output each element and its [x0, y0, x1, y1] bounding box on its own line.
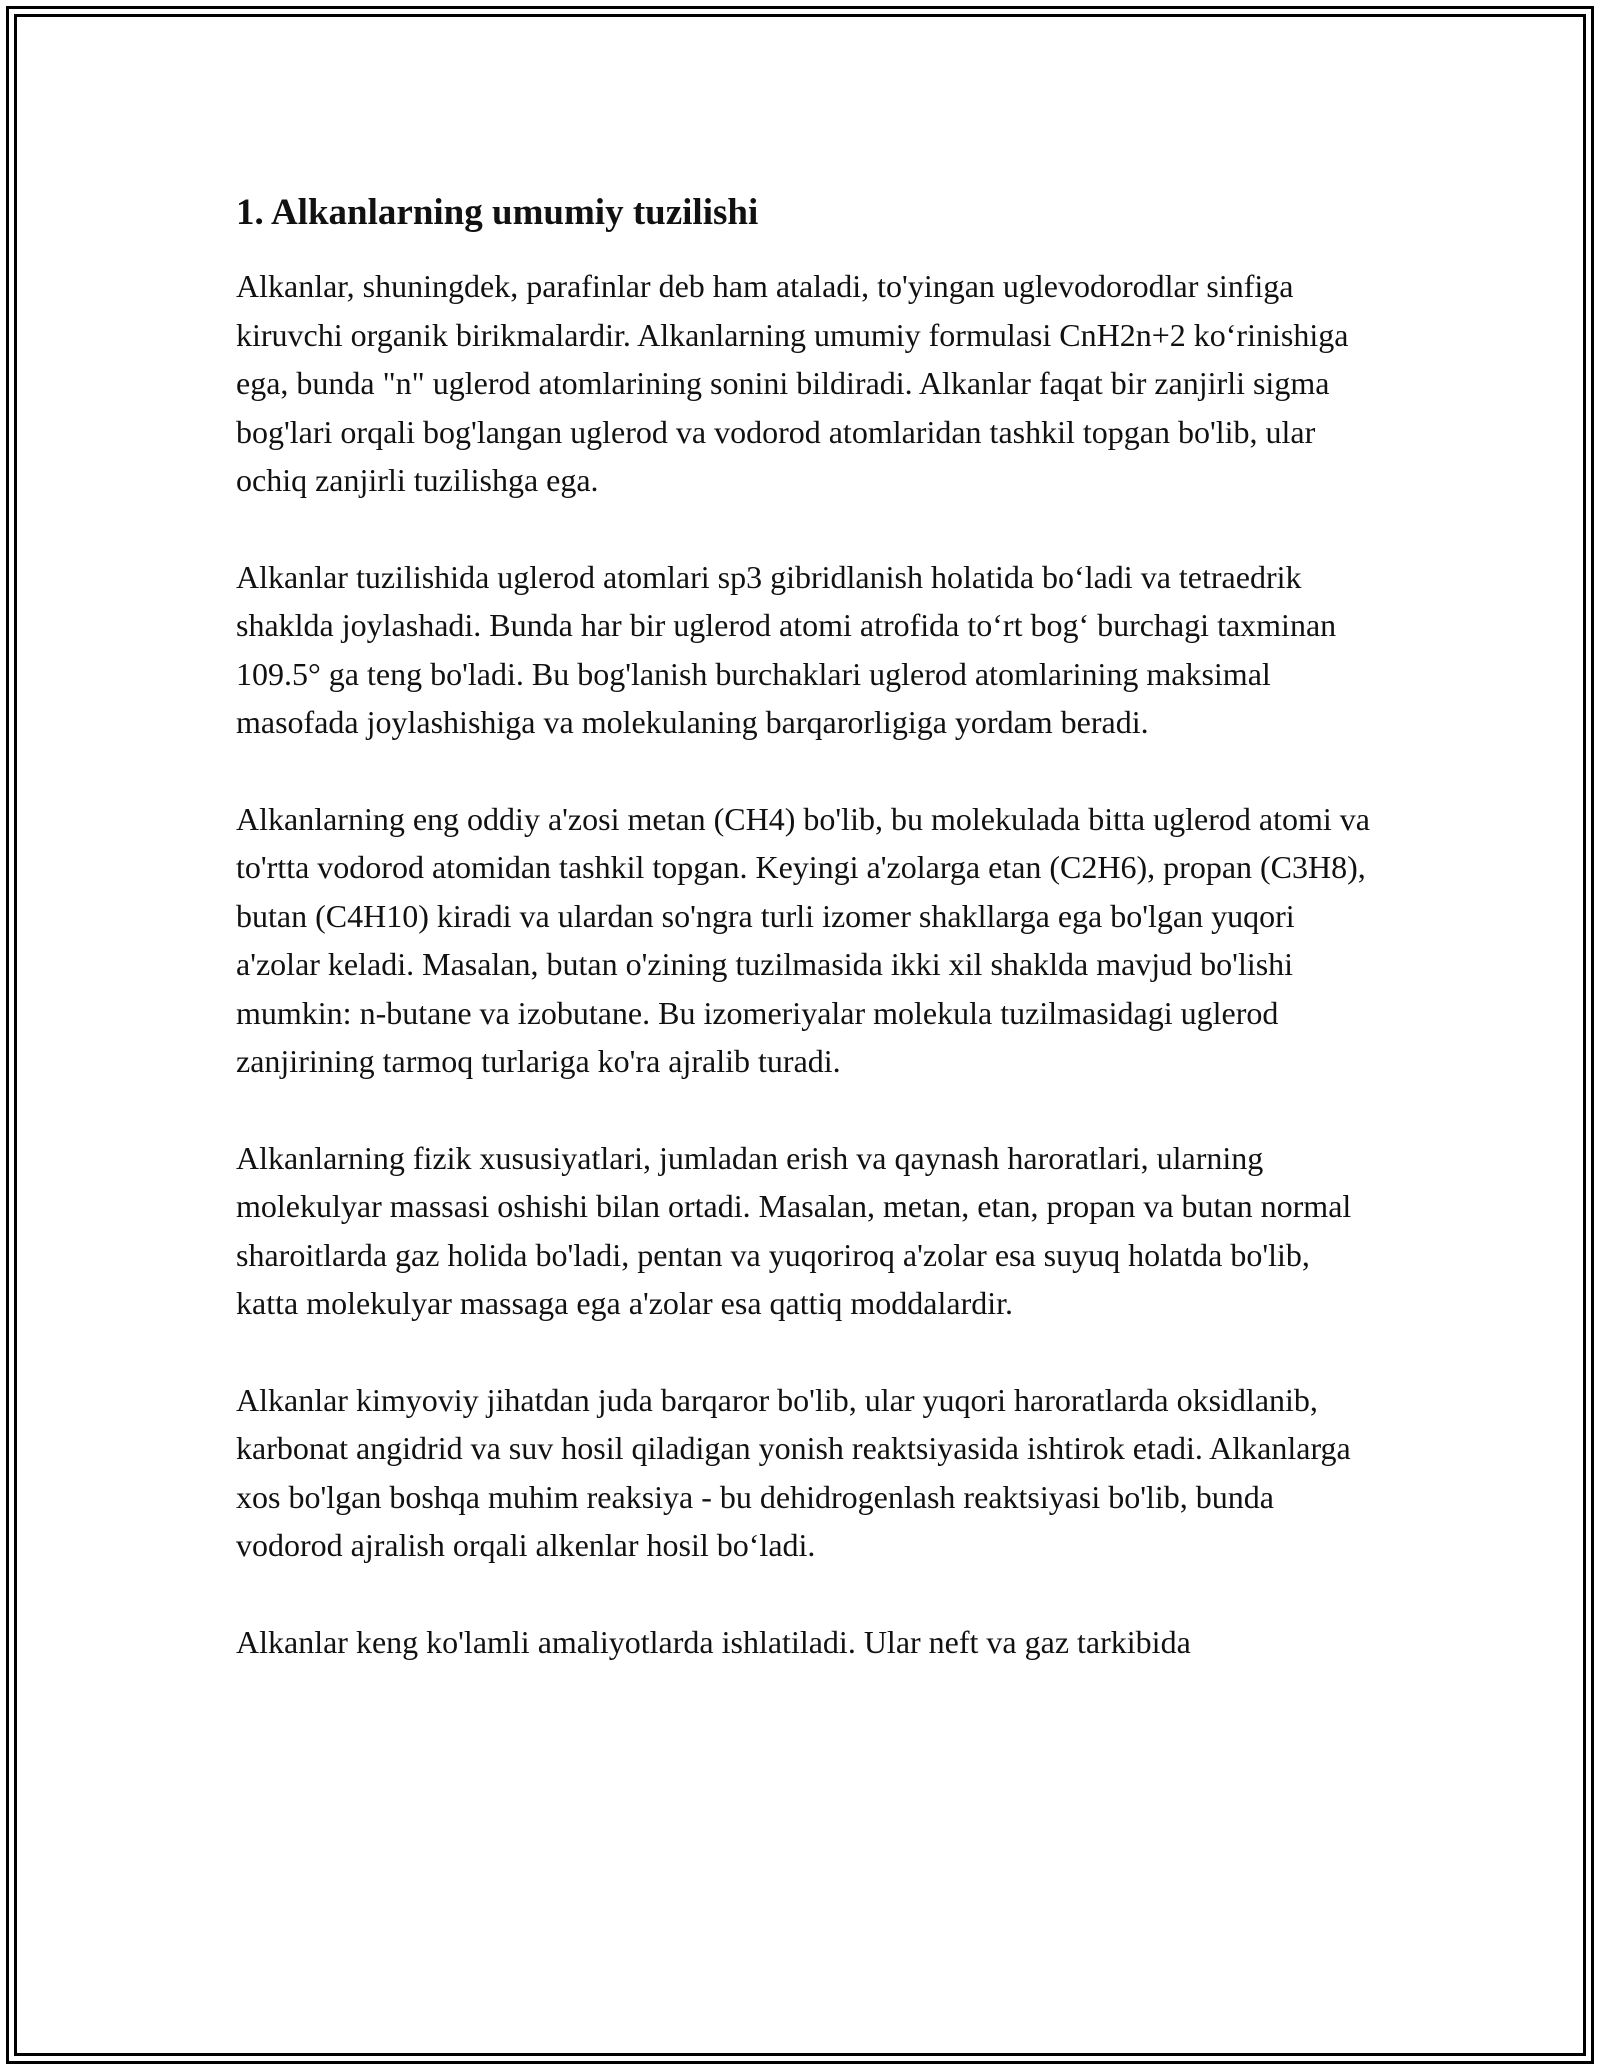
section-heading: 1. Alkanlarning umumiy tuzilishi [236, 192, 759, 233]
paragraph-physical-properties: Alkanlarning fizik xususiyatlari, jumladan erish va qaynash haroratlari, ularning molekulyar massasi oshishi bilan ortadi. Masalan, metan, etan, propan va butan normal sharoitlarda gaz holida bo'ladi, pentan va yuqoriroq a'zolar esa suyuq holatda bo'lib, katta molekulyar massaga ega a'zolar esa qattiq moddalardir. [236, 1139, 1352, 1321]
paragraph-homologous-series: Alkanlarning eng oddiy a'zosi metan (CH4) bo'lib, bu molekulada bitta uglerod atomi va to'rtta vodorod atomidan tashkil topgan. Keyingi a'zolarga etan (C2H6), propan (C3H8), butan (C4H10) kiradi va ulardan so'ngra turli izomer shakllarga ega bo'lgan yuqori a'zolar keladi. Masalan, butan o'zining tuzilmasida ikki xil shaklda mavjud bo'lishi mumkin: n-butane va izobutane. Bu izomeriyalar molekula tuzilmasidagi uglerod zanjirining tarmoq turlariga ko'ra ajralib turadi. [236, 800, 1370, 1079]
paragraph-applications: Alkanlar keng ko'lamli amaliyotlarda ishlatiladi. Ular neft va gaz tarkibida [236, 1623, 1191, 1660]
paragraph-hybridization: Alkanlar tuzilishida uglerod atomlari sp3 gibridlanish holatida bo‘ladi va tetraedrik shaklda joylashadi. Bunda har bir uglerod atomi atrofida to‘rt bog‘ burchagi taxminan 109.5° ga teng bo'ladi. Bu bog'lanish burchaklari uglerod atomlarining maksimal masofada joylashishiga va molekulaning barqarorligiga yordam beradi. [236, 558, 1337, 740]
paragraph-general-structure: Alkanlar, shuningdek, parafinlar deb ham ataladi, to'yingan uglevodorodlar sinfiga kiruvchi organik birikmalardir. Alkanlarning umumiy formulasi CnH2n+2 ko‘rinishiga ega, bunda "n" uglerod atomlarining sonini bildiradi. Alkanlar faqat bir zanjirli sigma bog'lari orqali bog'langan uglerod va vodorod atomlaridan tashkil topgan bo'lib, ular ochiq zanjirli tuzilishga ega. [236, 268, 1349, 498]
document-body [236, 190, 1376, 1714]
paragraph-chemical-properties: Alkanlar kimyoviy jihatdan juda barqaror bo'lib, ular yuqori haroratlarda oksidlanib, karbonat angidrid va suv hosil qiladigan yonish reaktsiyasida ishtirok etadi. Alkanlarga xos bo'lgan boshqa muhim reaksiya - bu dehidrogenlash reaktsiyasi bo'lib, bunda vodorod ajralish orqali alkenlar hosil bo‘ladi. [236, 1381, 1351, 1563]
